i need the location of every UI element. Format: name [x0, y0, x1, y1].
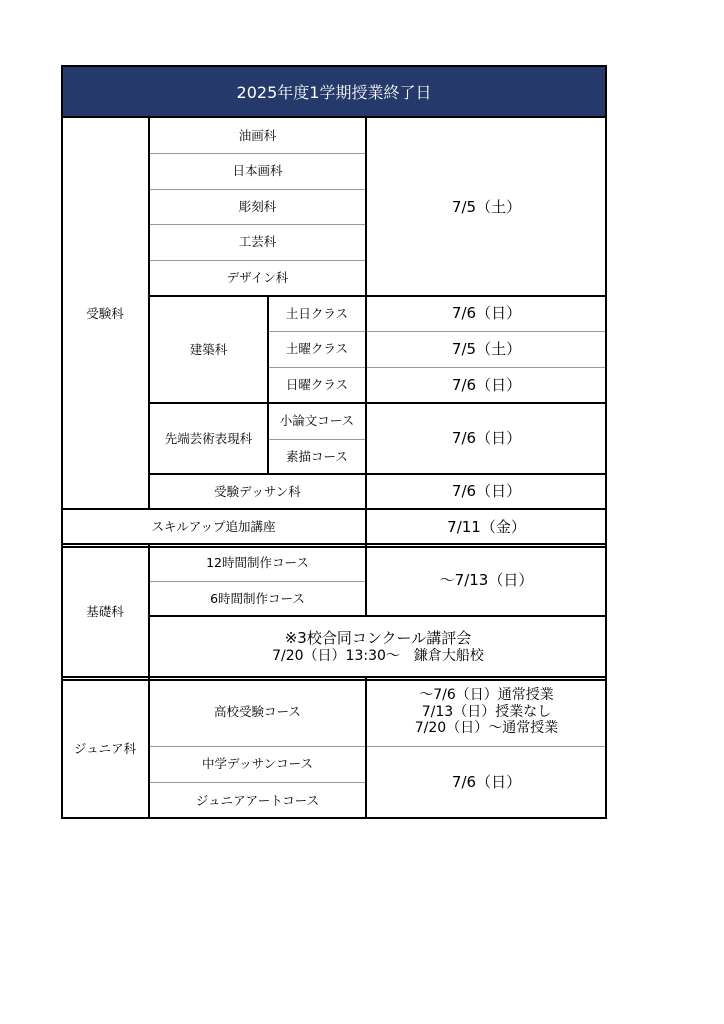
divider	[149, 746, 607, 747]
course-chugaku-dessan: 中学デッサンコース	[201, 756, 313, 772]
divider	[267, 296, 269, 474]
course-koko-juken: 高校受験コース	[214, 704, 301, 720]
course-12h: 12時間制作コース	[206, 555, 309, 571]
course-6h: 6時間制作コース	[210, 590, 305, 606]
date-kenchiku-donichi: 7/6（日）	[451, 304, 522, 323]
divider	[365, 118, 367, 616]
section-label-kiso: 基礎科	[86, 603, 124, 619]
divider	[61, 543, 607, 545]
date-sentan: 7/6（日）	[451, 429, 522, 448]
divider	[61, 679, 607, 681]
course-junior-art: ジュニアアートコース	[195, 792, 320, 808]
divider	[149, 189, 366, 190]
divider	[61, 508, 607, 510]
course-design: デザイン科	[226, 270, 289, 286]
date-group-a: 7/5（土）	[451, 197, 522, 216]
course-kogei: 工芸科	[238, 234, 277, 250]
divider	[148, 545, 150, 819]
date-kiso: ～7/13（日）	[439, 571, 534, 590]
kenchiku-class-doyo: 土曜クラス	[285, 341, 349, 357]
course-sentan: 先端芸術表現科	[164, 430, 253, 446]
sentan-sobyo: 素描コース	[286, 448, 348, 464]
divider	[149, 782, 366, 783]
course-kenchiku: 建築科	[189, 341, 228, 357]
course-aburae: 油画科	[238, 127, 277, 143]
course-chokoku: 彫刻科	[238, 198, 277, 214]
divider	[61, 546, 607, 548]
section-label-juken: 受験科	[86, 305, 124, 321]
course-juken-dessan: 受験デッサン科	[214, 483, 301, 499]
koko-line-2: 7/13（日）授業なし	[421, 703, 552, 720]
kiso-note	[149, 616, 607, 678]
date-kenchiku-nichiyo: 7/6（日）	[451, 375, 522, 394]
divider	[268, 367, 607, 368]
kiso-note-line2: 7/20（日）13:30～ 鎌倉大船校	[272, 647, 484, 664]
date-juken-dessan: 7/6（日）	[451, 482, 522, 501]
course-nihonga: 日本画科	[232, 163, 283, 179]
divider	[149, 224, 366, 225]
divider	[149, 295, 607, 297]
koko-line-1: ～7/6（日）通常授業	[419, 686, 554, 703]
divider	[148, 118, 150, 509]
divider	[365, 678, 367, 819]
divider	[149, 473, 607, 475]
divider	[61, 676, 607, 678]
sentan-shoronbun: 小論文コース	[279, 413, 355, 429]
course-skillup: スキルアップ追加講座	[151, 519, 276, 535]
divider	[268, 331, 607, 332]
divider	[149, 260, 366, 261]
table-title: 2025年度1学期授業終了日	[61, 65, 607, 118]
date-koko-juken	[366, 678, 607, 746]
koko-line-3: 7/20（日）～通常授業	[414, 720, 559, 737]
divider	[149, 153, 366, 154]
date-kenchiku-doyo: 7/5（土）	[451, 339, 522, 358]
kiso-note-line1: ※3校合同コンクール講評会	[284, 628, 472, 647]
divider	[268, 439, 366, 440]
divider	[149, 402, 607, 404]
date-skillup: 7/11（金）	[447, 517, 526, 536]
date-junior: 7/6（日）	[451, 773, 522, 792]
divider	[149, 615, 607, 617]
kenchiku-class-donichi: 土日クラス	[285, 305, 349, 321]
divider	[149, 581, 366, 582]
section-label-junior: ジュニア科	[73, 740, 137, 756]
kenchiku-class-nichiyo: 日曜クラス	[285, 377, 349, 393]
